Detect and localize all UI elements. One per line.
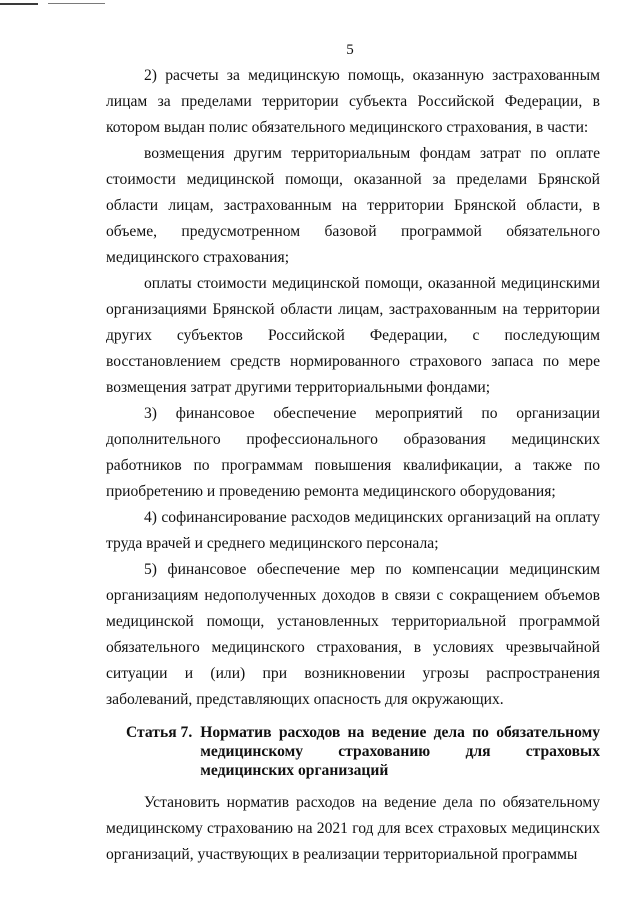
paragraph-reimbursement: возмещения другим территориальным фондам затрат по оплате стоимости медицинской помощи, оказанной за пределами Брянской области лицам, застрахованным на территории Брянской области, в объеме, предусмотренном базовой программой обязательного медицинского страхования; — [106, 145, 600, 266]
paragraph-payment: оплаты стоимости медицинской помощи, оказанной медицинскими организациями Брянской области лицам, застрахованным на территории других субъектов Российской Федерации, с последующим восстановлением средств нормированного страхового запаса по мере возмещения затрат другими территориальными фондами; — [106, 275, 600, 396]
paragraph-expense-norm: Установить норматив расходов на ведение дела по обязательному медицинскому страхованию на 2021 год для всех страховых медицинских организаций, участвующих в реализации территориальной программы — [106, 794, 600, 863]
scan-mark-dash — [48, 3, 105, 4]
paragraph-training-funding: 3) финансовое обеспечение мероприятий по организации дополнительного профессионального образования медицинских работников по программам повышения квалификации, а также по приобретению и проведению ремонта медицинского оборудования; — [106, 405, 600, 500]
article-heading — [106, 723, 600, 780]
scan-edge-mark — [0, 3, 105, 5]
article-number: Статья 7. — [126, 724, 193, 741]
paragraph-cofinancing: 4) софинансирование расходов медицинских организаций на оплату труда врачей и среднего медицинского персонала; — [106, 509, 600, 552]
article-title: Норматив расходов на ведение дела по обязательному медицинскому страхованию для страховых медицинских организаций — [200, 724, 600, 779]
document-body — [106, 63, 600, 868]
page-number: 5 — [346, 42, 354, 58]
paragraph-settlements: 2) расчеты за медицинскую помощь, оказанную застрахованным лицам за пределами территории субъекта Российской Федерации, в котором выдан полис обязательного медицинского страхования, в части: — [106, 67, 600, 136]
scan-mark-dash — [0, 3, 38, 5]
paragraph-compensation: 5) финансовое обеспечение мер по компенсации медицинским организациям недополученных доходов в связи с сокращением объемов медицинской помощи, установленных территориальной программой обязательного медицинского страхования, в условиях чрезвычайной ситуации и (или) при возникновении угрозы распространения заболеваний, представляющих опасность для окружающих. — [106, 561, 600, 708]
